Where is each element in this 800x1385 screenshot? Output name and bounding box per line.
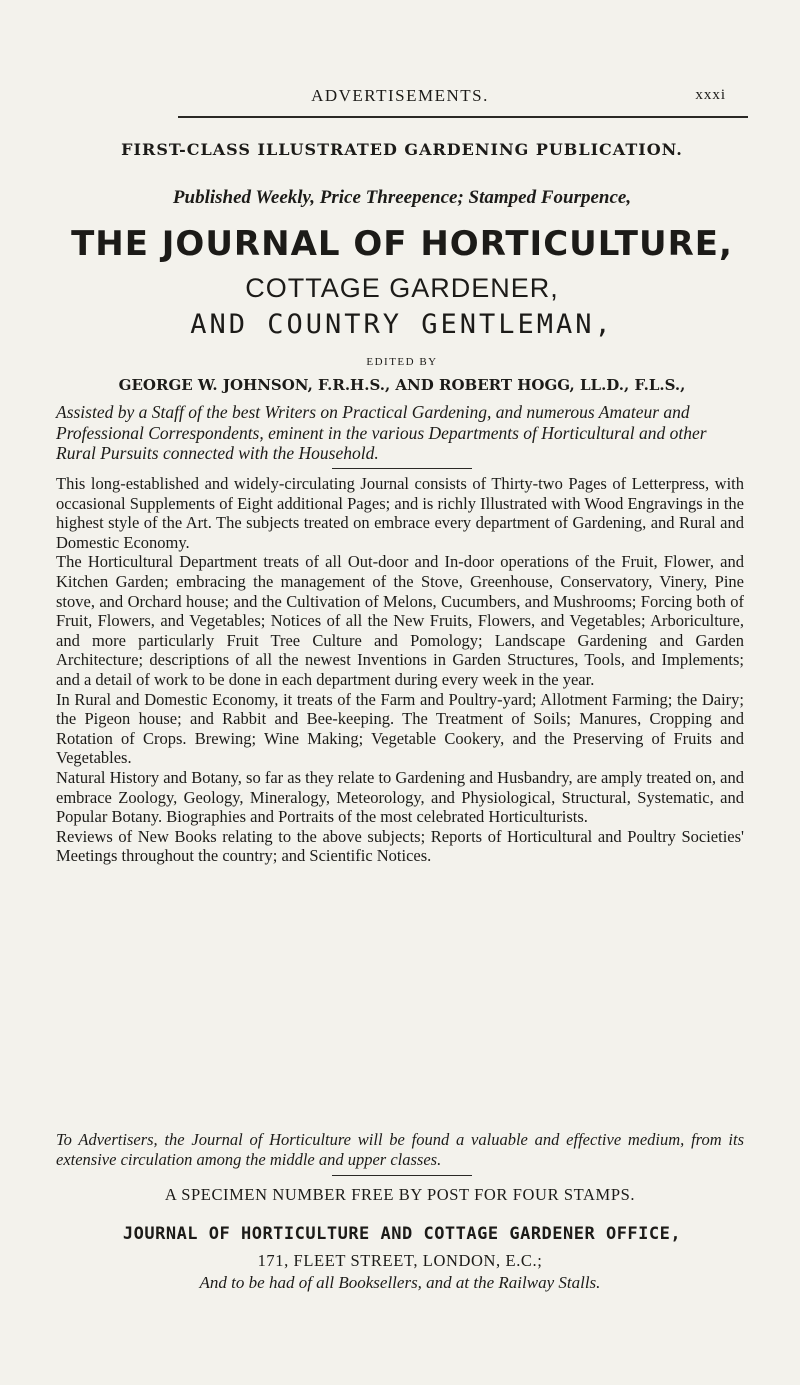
journal-subtitle-1: COTTAGE GARDENER, [245, 273, 559, 303]
publication-line: Published Weekly, Price Threepence; Stamped Fourpence, [172, 187, 632, 208]
paragraph-intro: This long-established and widely-circulating Journal consists of Thirty-two Pages of Letterpress, with occasional Supplements of Eight additional Pages; and is richly Illustrated with Wood Engravings in the highest style of the Art. The subjects treated on embrace every department of Gardening, and Rural and Domestic Economy. [56, 474, 744, 552]
ad-kicker: FIRST-CLASS ILLUSTRATED GARDENING PUBLICATION. [121, 140, 683, 159]
running-head [0, 86, 800, 110]
page-number: xxxi [695, 87, 726, 103]
advertisers-note: To Advertisers, the Journal of Horticulture will be found a valuable and effective medium, from its extensive circulation among the middle and upper classes. [56, 1130, 744, 1169]
availability-line: And to be had of all Booksellers, and at the Railway Stalls. [199, 1273, 601, 1292]
editors-line: GEORGE W. JOHNSON, F.R.H.S., AND ROBERT HOGG, LL.D., F.L.S., [118, 376, 686, 394]
journal-title: THE JOURNAL OF HORTICULTURE, [71, 224, 733, 264]
section-rule [332, 468, 472, 469]
paragraph-rural-economy: In Rural and Domestic Economy, it treats of the Farm and Poultry-yard; Allotment Farming; the Dairy; the Pigeon house; and Rabbit and Bee-keeping. The Treatment of Soils; Manures, Cropping and Rotation of Crops. Brewing; Wine Making; Vegetable Cookery, and the Preserving of Fruits and Vegetables. [56, 689, 744, 768]
header-rule [178, 116, 748, 118]
office-name: JOURNAL OF HORTICULTURE AND COTTAGE GARDENER OFFICE, [122, 1224, 682, 1244]
section-rule-2 [332, 1175, 472, 1176]
assisted-by-text: Assisted by a Staff of the best Writers on Practical Gardening, and numerous Amateur and Professional Correspondents, eminent in the various Departments of Horticultural and other Rural Pursuits connected with the Household. [56, 402, 707, 463]
specimen-offer: A SPECIMEN NUMBER FREE BY POST FOR FOUR STAMPS. [164, 1185, 636, 1204]
paragraph-reviews: Reviews of New Books relating to the above subjects; Reports of Horticultural and Poultry Societies' Meetings throughout the country; and Scientific Notices. [56, 826, 744, 866]
office-address: 171, FLEET STREET, LONDON, E.C.; [257, 1251, 543, 1270]
edited-by-label: EDITED BY [366, 356, 438, 368]
running-title: ADVERTISEMENTS. [311, 86, 489, 105]
paragraph-natural-history: Natural History and Botany, so far as they relate to Gardening and Husbandry, are amply treated on, and embrace Zoology, Geology, Mineralogy, Meteorology, and Physiological, Structural, Systematic, and Popular Botany. Biographies and Portraits of the most celebrated Horticulturists. [56, 767, 744, 827]
paragraph-horticultural: The Horticultural Department treats of all Out-door and In-door operations of the Fruit, Flower, and Kitchen Garden; embracing the management of the Stove, Greenhouse, Conservatory, Vinery, Pine stove, and Orchard house; and the Cultivation of Melons, Cucumbers, and Mushrooms; Forcing both of Fruit, Flowers, and Vegetables; Notices of all the New Fruits, Flowers, and Vegetables; Arboriculture, and more particularly Fruit Tree Culture and Pomology; Landscape Gardening and Garden Architecture; descriptions of all the newest Inventions in Garden Structures, Tools, and Implements; and a detail of work to be done in each department during every week in the year. [56, 552, 744, 689]
journal-subtitle-2: AND COUNTRY GENTLEMAN, [190, 309, 614, 340]
ad-body [56, 474, 744, 866]
